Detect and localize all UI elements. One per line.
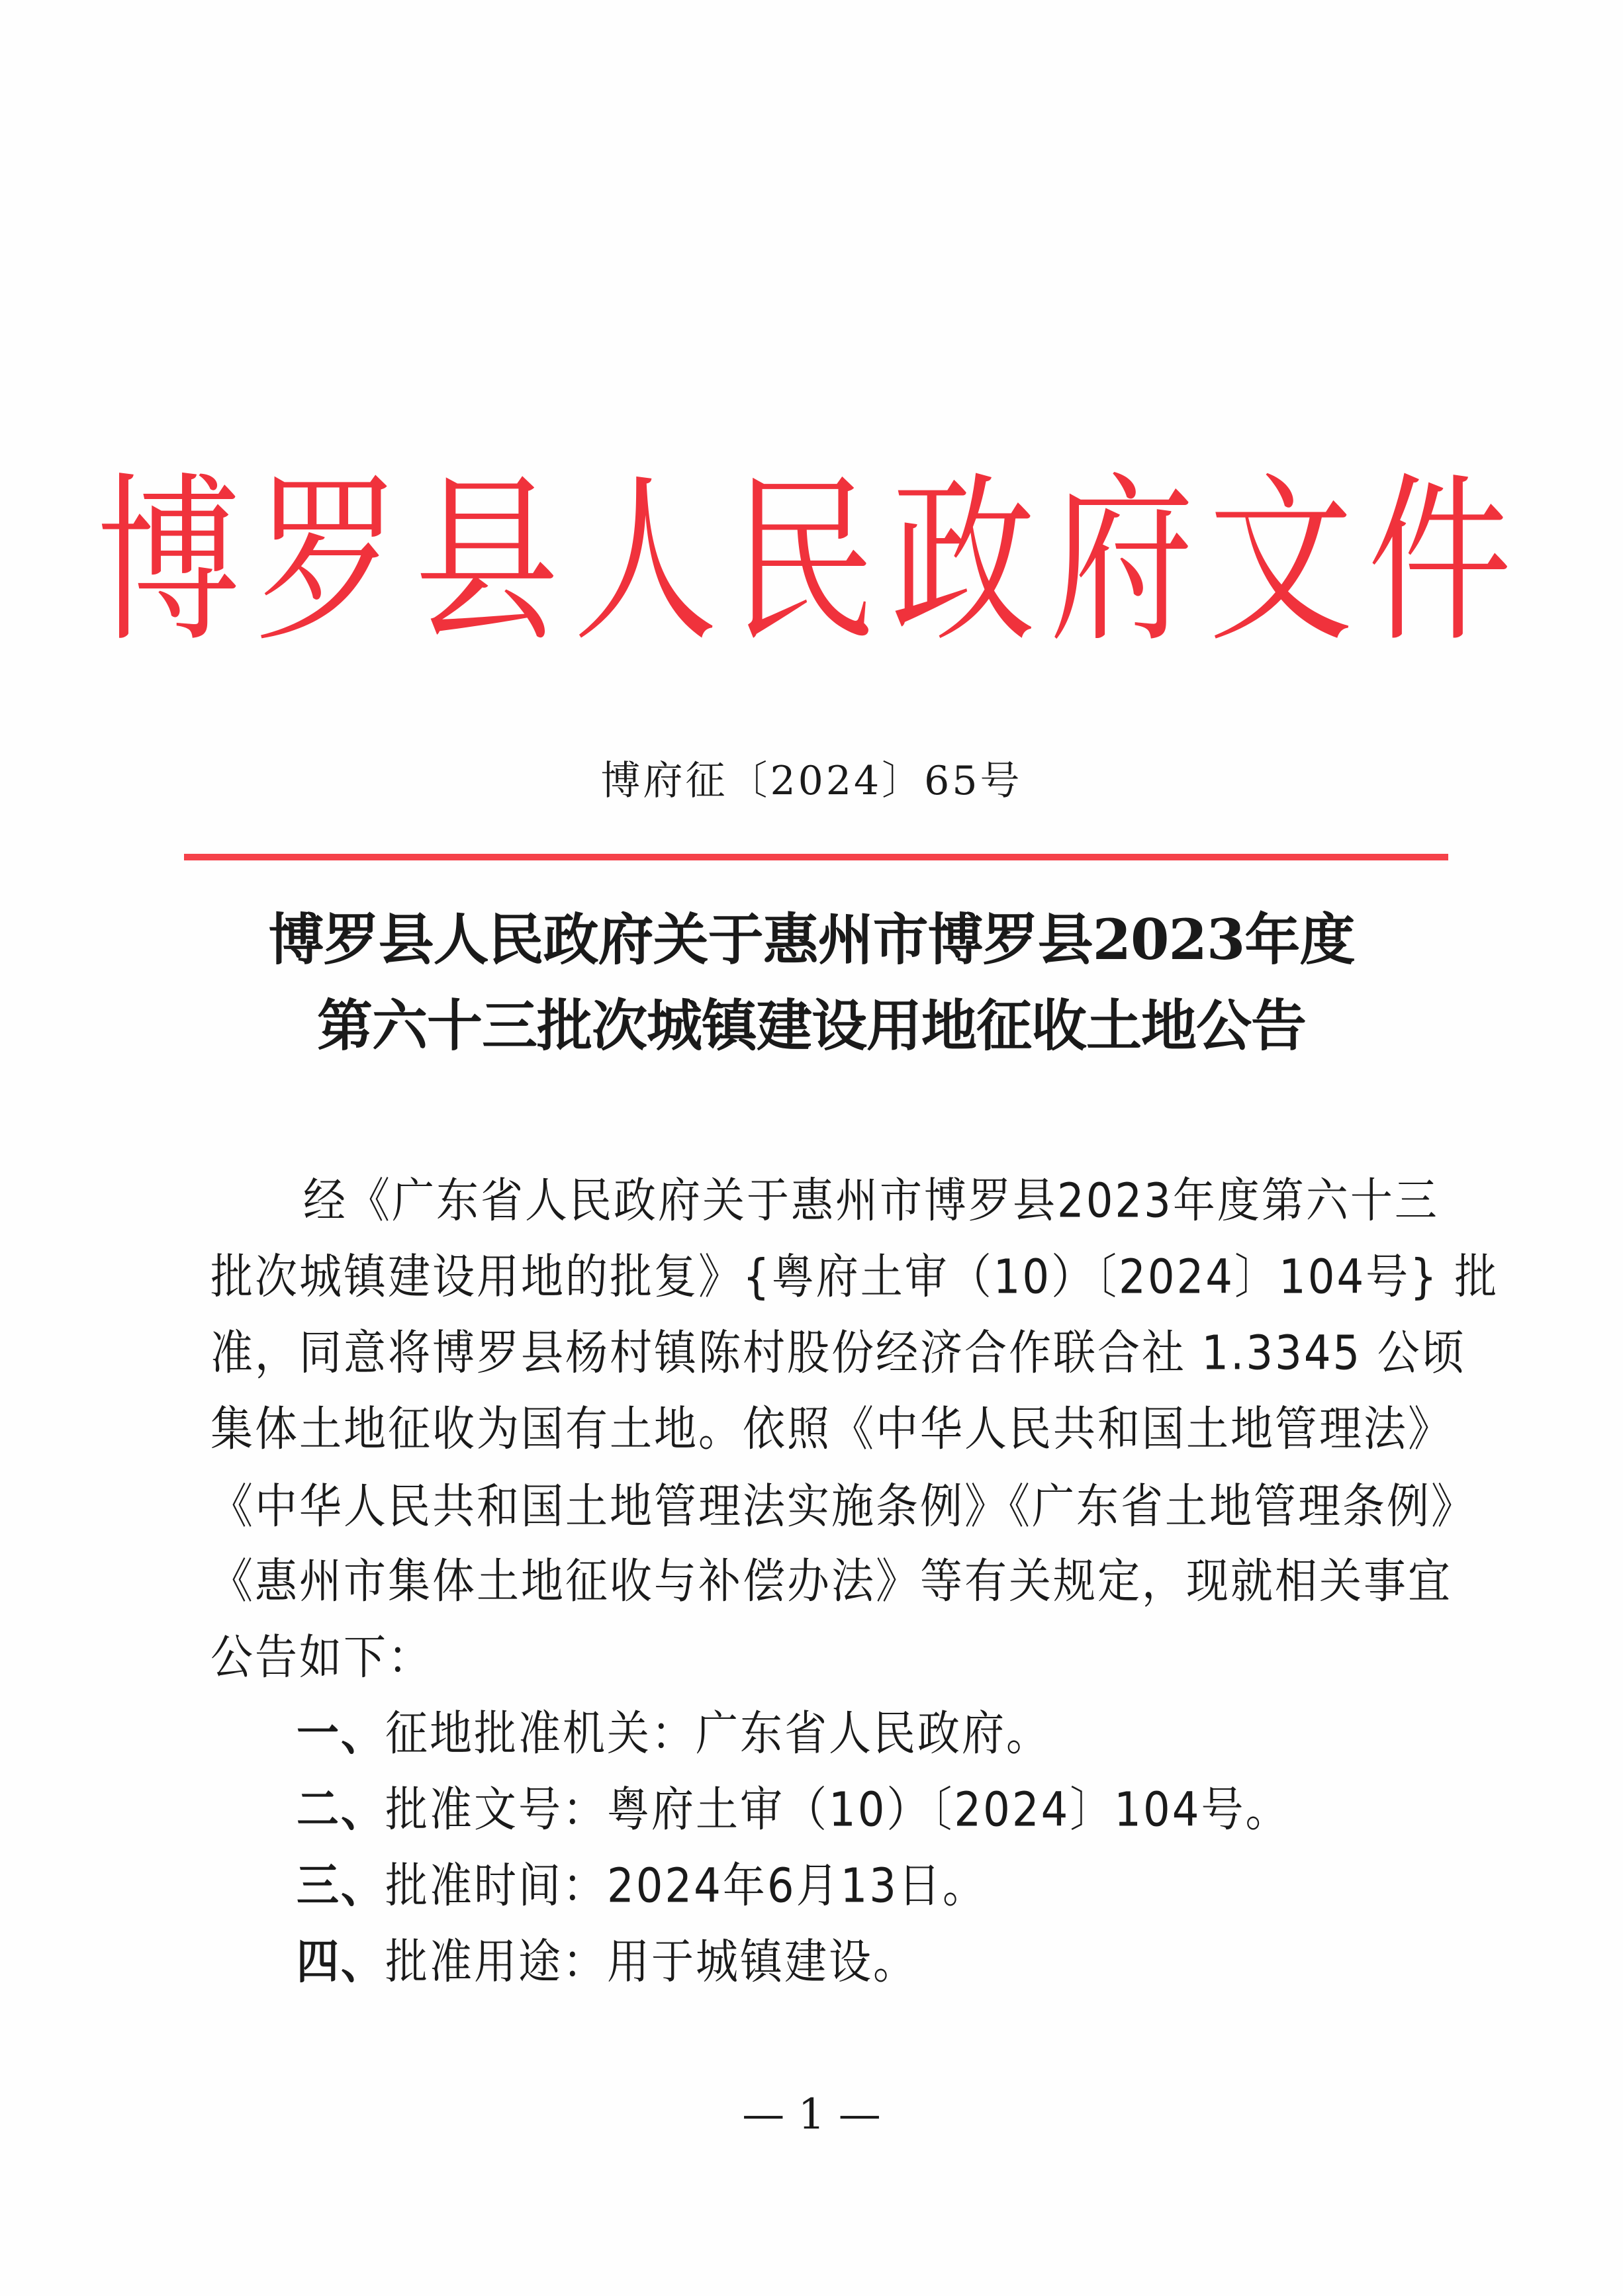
approval-item-purpose xyxy=(297,1933,917,1992)
paragraph-line: 《惠州市集体土地征收与补偿办法》等有关规定，现就相关事宜 xyxy=(210,1554,1452,1610)
paragraph-line: 批次城镇建设用地的批复》{粤府土审（10）〔2024〕104号} 批 xyxy=(210,1250,1499,1305)
paragraph-line: 《中华人民共和国土地管理法实施条例》《广东省土地管理条例》 xyxy=(210,1479,1475,1535)
paragraph-line: 集体土地征收为国有土地。依照《中华人民共和国土地管理法》 xyxy=(210,1402,1452,1457)
approval-item-date xyxy=(297,1857,987,1916)
item-number: 四、 xyxy=(297,1935,385,1990)
item-number: 二、 xyxy=(297,1782,385,1838)
item-number: 三、 xyxy=(297,1859,385,1914)
document-number: 博府征〔2024〕65号 xyxy=(600,758,1023,804)
red-divider xyxy=(184,854,1448,860)
item-text: 征地批准机关：广东省人民政府。 xyxy=(385,1706,1050,1762)
approval-item-authority xyxy=(297,1704,1050,1764)
issuer-title: 博罗县人民政府文件 xyxy=(97,457,1526,667)
paragraph-line: 经《广东省人民政府关于惠州市博罗县2023年度第六十三 xyxy=(303,1173,1439,1229)
paragraph-line: 准，同意将博罗县杨村镇陈村股份经济合作联合社 1.3345 公顷 xyxy=(210,1326,1466,1381)
paragraph-line: 公告如下： xyxy=(210,1630,432,1686)
item-number: 一、 xyxy=(297,1706,385,1762)
notice-title-line-2: 第六十三批次城镇建设用地征收土地公告 xyxy=(316,993,1306,1058)
approval-item-document-number xyxy=(297,1780,1289,1840)
item-text: 批准文号：粤府土审（10）〔2024〕104号。 xyxy=(385,1782,1290,1838)
notice-title-line-1: 博罗县人民政府关于惠州市博罗县2023年度 xyxy=(268,907,1355,972)
page-number: — 1 — xyxy=(742,2090,881,2139)
item-text: 批准时间：2024年6月13日。 xyxy=(385,1859,988,1914)
item-text: 批准用途：用于城镇建设。 xyxy=(385,1935,917,1990)
